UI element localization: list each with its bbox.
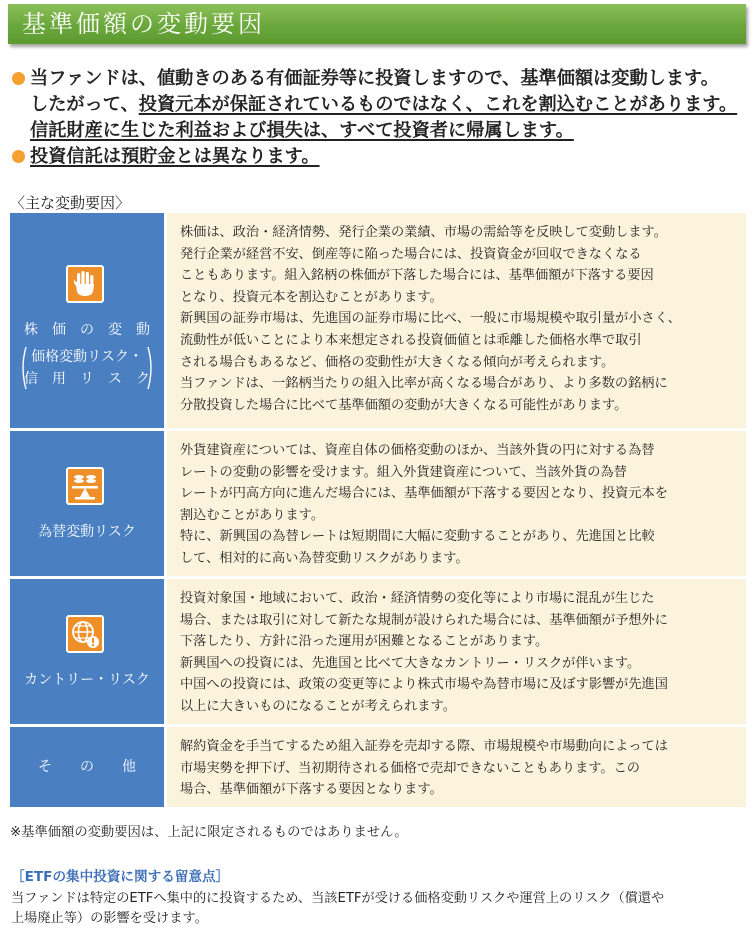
notice-line-1 [12,66,752,92]
text-line: 下落したり、方針に沿った運用が困難となることがあります。 [180,634,549,650]
notice-text: 当ファンドは、値動きのある有価証券等に投資しますので、基準価額は変動します。 [30,68,719,89]
factor-label-cell [10,431,164,576]
text-line: 市場実勢を押下げ、当初期待される価格で売却できないこともあります。この [180,760,640,776]
factor-description [167,579,746,724]
text-line: 解約資金を手当てするため組入証券を売却する際、市場規模や市場動向によっては [180,739,668,754]
factor-sublabel: 価格変動リスク・ [31,349,143,365]
text-line: 割込むことがあります。 [180,507,325,523]
factors-heading: 〈主な変動要因〉 [10,194,131,212]
text-line: 外貨建資産については、資産自体の価格変動のほか、当該外貨の円に対する為替 [180,443,655,458]
factor-sublabel: 信 用 リ ス ク [24,371,150,387]
factor-description [167,431,746,576]
footnote: ※基準価額の変動要因は、上記に限定されるものではありません。 [10,825,408,840]
factor-label: カントリー・リスク [24,672,150,688]
factor-label-cell [10,213,164,428]
notice-text: したがって、 [30,94,139,115]
factor-description [167,213,746,428]
text-line: 新興国への投資には、先進国と比べて大きなカントリー・リスクが伴います。 [180,655,641,671]
title-bar [8,4,746,44]
factor-row-currency [10,431,746,576]
factors-table [10,213,746,810]
notice-text-underlined: 投資信託は預貯金とは異なります。 [30,146,320,167]
currency-balance-icon [66,467,104,505]
text-line: 場合、基準価額が下落する要因となります。 [180,782,443,798]
text-line: 場合、または取引に対して新たな規制が設けられた場合には、基準価額が予想外に [180,612,668,628]
etf-heading: ［ETFの集中投資に関する留意点］ [11,869,230,885]
orange-bullet-icon [12,150,25,163]
factor-label: そ の 他 [38,759,136,775]
text-line: 分散投資した場合に比べて基準価額の変動が大きくなる可能性があります。 [180,397,628,413]
text-line: レートの変動の影響を受けます。組入外貨建資産について、当該外貨の為替 [180,464,627,480]
factor-label: 株 価 の 変 動 [24,322,150,338]
text-line: こともあります。組入銘柄の株価が下落した場合には、基準価額が下落する要因 [180,268,654,284]
etf-body [11,889,743,929]
text-line: となり、投資元本を割込むことがあります。 [180,289,443,305]
text-line: 当ファンドは、一銘柄当たりの組入比率が高くなる場合があり、より多数の銘柄に [180,376,668,392]
notice-line-4 [12,144,752,170]
text-line: 流動性が低いことにより本来想定される投資価値とは乖離した価格水準で取引 [180,332,642,348]
notice-block [12,66,752,170]
text-line: して、相対的に高い為替変動リスクがあります。 [180,550,469,566]
notice-line-2 [12,92,752,118]
text-line: レートが円高方向に進んだ場合には、基準価額が下落する要因となり、投資元本を [180,486,668,502]
factor-row-stock-price [10,213,746,428]
text-line: 当ファンドは特定のETFへ集中的に投資するため、当該ETFが受ける価格変動リスクや運営上のリスク（償還や [11,891,665,906]
text-line: 発行企業が経営不安、倒産等に陥った場合には、投資資金が回収できなくなる [180,246,642,262]
factor-row-other [10,727,746,807]
notice-text-underlined: 投資元本が保証されているものではなく、これを割込むことがあります。 [138,94,738,115]
factor-label-cell [10,579,164,724]
notice-line-3 [12,118,752,144]
factor-label: 為替変動リスク [38,524,136,540]
text-line: 新興国の証券市場は、先進国の証券市場に比べ、一般に市場規模や取引量が小さく、 [180,311,681,327]
factor-label-cell [10,727,164,807]
text-line: 以上に大きいものになることが考えられます。 [180,698,456,714]
raised-hand-icon [66,265,104,303]
notice-text-underlined: 信託財産に生じた利益および損失は、すべて投資者に帰属します。 [30,120,574,141]
text-line: 株価は、政治・経済情勢、発行企業の業績、市場の需給等を反映して変動します。 [180,225,667,240]
factor-description [167,727,746,807]
globe-warning-icon [66,615,104,653]
text-line: 投資対象国・地域において、政治・経済情勢の変化等により市場に混乱が生じた [180,591,655,606]
text-line: 特に、新興国の為替レートは短期間に大幅に変動することがあり、先進国と比較 [180,529,655,545]
orange-bullet-icon [12,72,25,85]
text-line: される場合もあるなど、価格の変動性が大きくなる傾向が考えられます。 [180,354,615,370]
text-line: 中国への投資には、政策の変更等により株式市場や為替市場に及ぼす影響が先進国 [180,677,668,693]
factor-row-country [10,579,746,724]
text-line: 上場廃止等）の影響を受けます。 [11,911,208,926]
page-title: 基準価額の変動要因 [22,10,265,38]
